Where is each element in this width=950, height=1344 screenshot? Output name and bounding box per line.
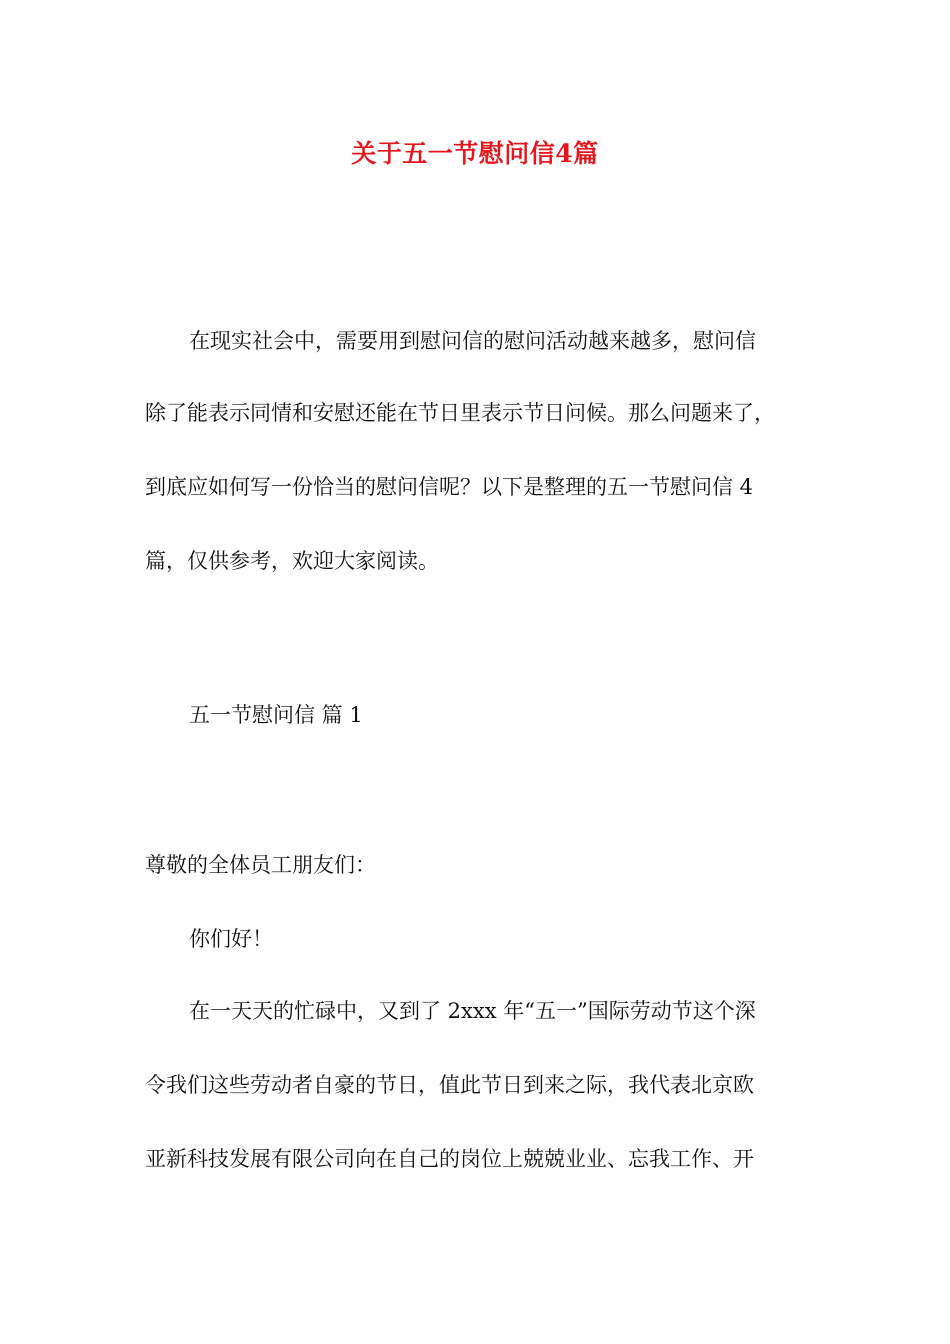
intro-line-4: 篇，仅供参考，欢迎大家阅读。 bbox=[145, 549, 439, 573]
salutation: 尊敬的全体员工朋友们： bbox=[145, 853, 376, 877]
body-line-1: 在一天天的忙碌中，又到了 2xxx 年“五一”国际劳动节这个深 bbox=[189, 999, 756, 1023]
greeting: 你们好！ bbox=[189, 927, 273, 951]
section-heading: 五一节慰问信 篇 1 bbox=[189, 703, 363, 727]
intro-line-2: 除了能表示同情和安慰还能在节日里表示节日问候。那么问题来了， bbox=[145, 401, 775, 425]
intro-line-1: 在现实社会中，需要用到慰问信的慰问活动越来越多，慰问信 bbox=[189, 329, 756, 353]
body-line-3: 亚新科技发展有限公司向在自己的岗位上兢兢业业、忘我工作、开 bbox=[145, 1147, 754, 1171]
body-line-2: 令我们这些劳动者自豪的节日，值此节日到来之际，我代表北京欧 bbox=[145, 1073, 754, 1097]
document-title: 关于五一节慰问信4篇 bbox=[351, 139, 599, 168]
intro-line-3: 到底应如何写一份恰当的慰问信呢？以下是整理的五一节慰问信 4 bbox=[145, 475, 754, 499]
